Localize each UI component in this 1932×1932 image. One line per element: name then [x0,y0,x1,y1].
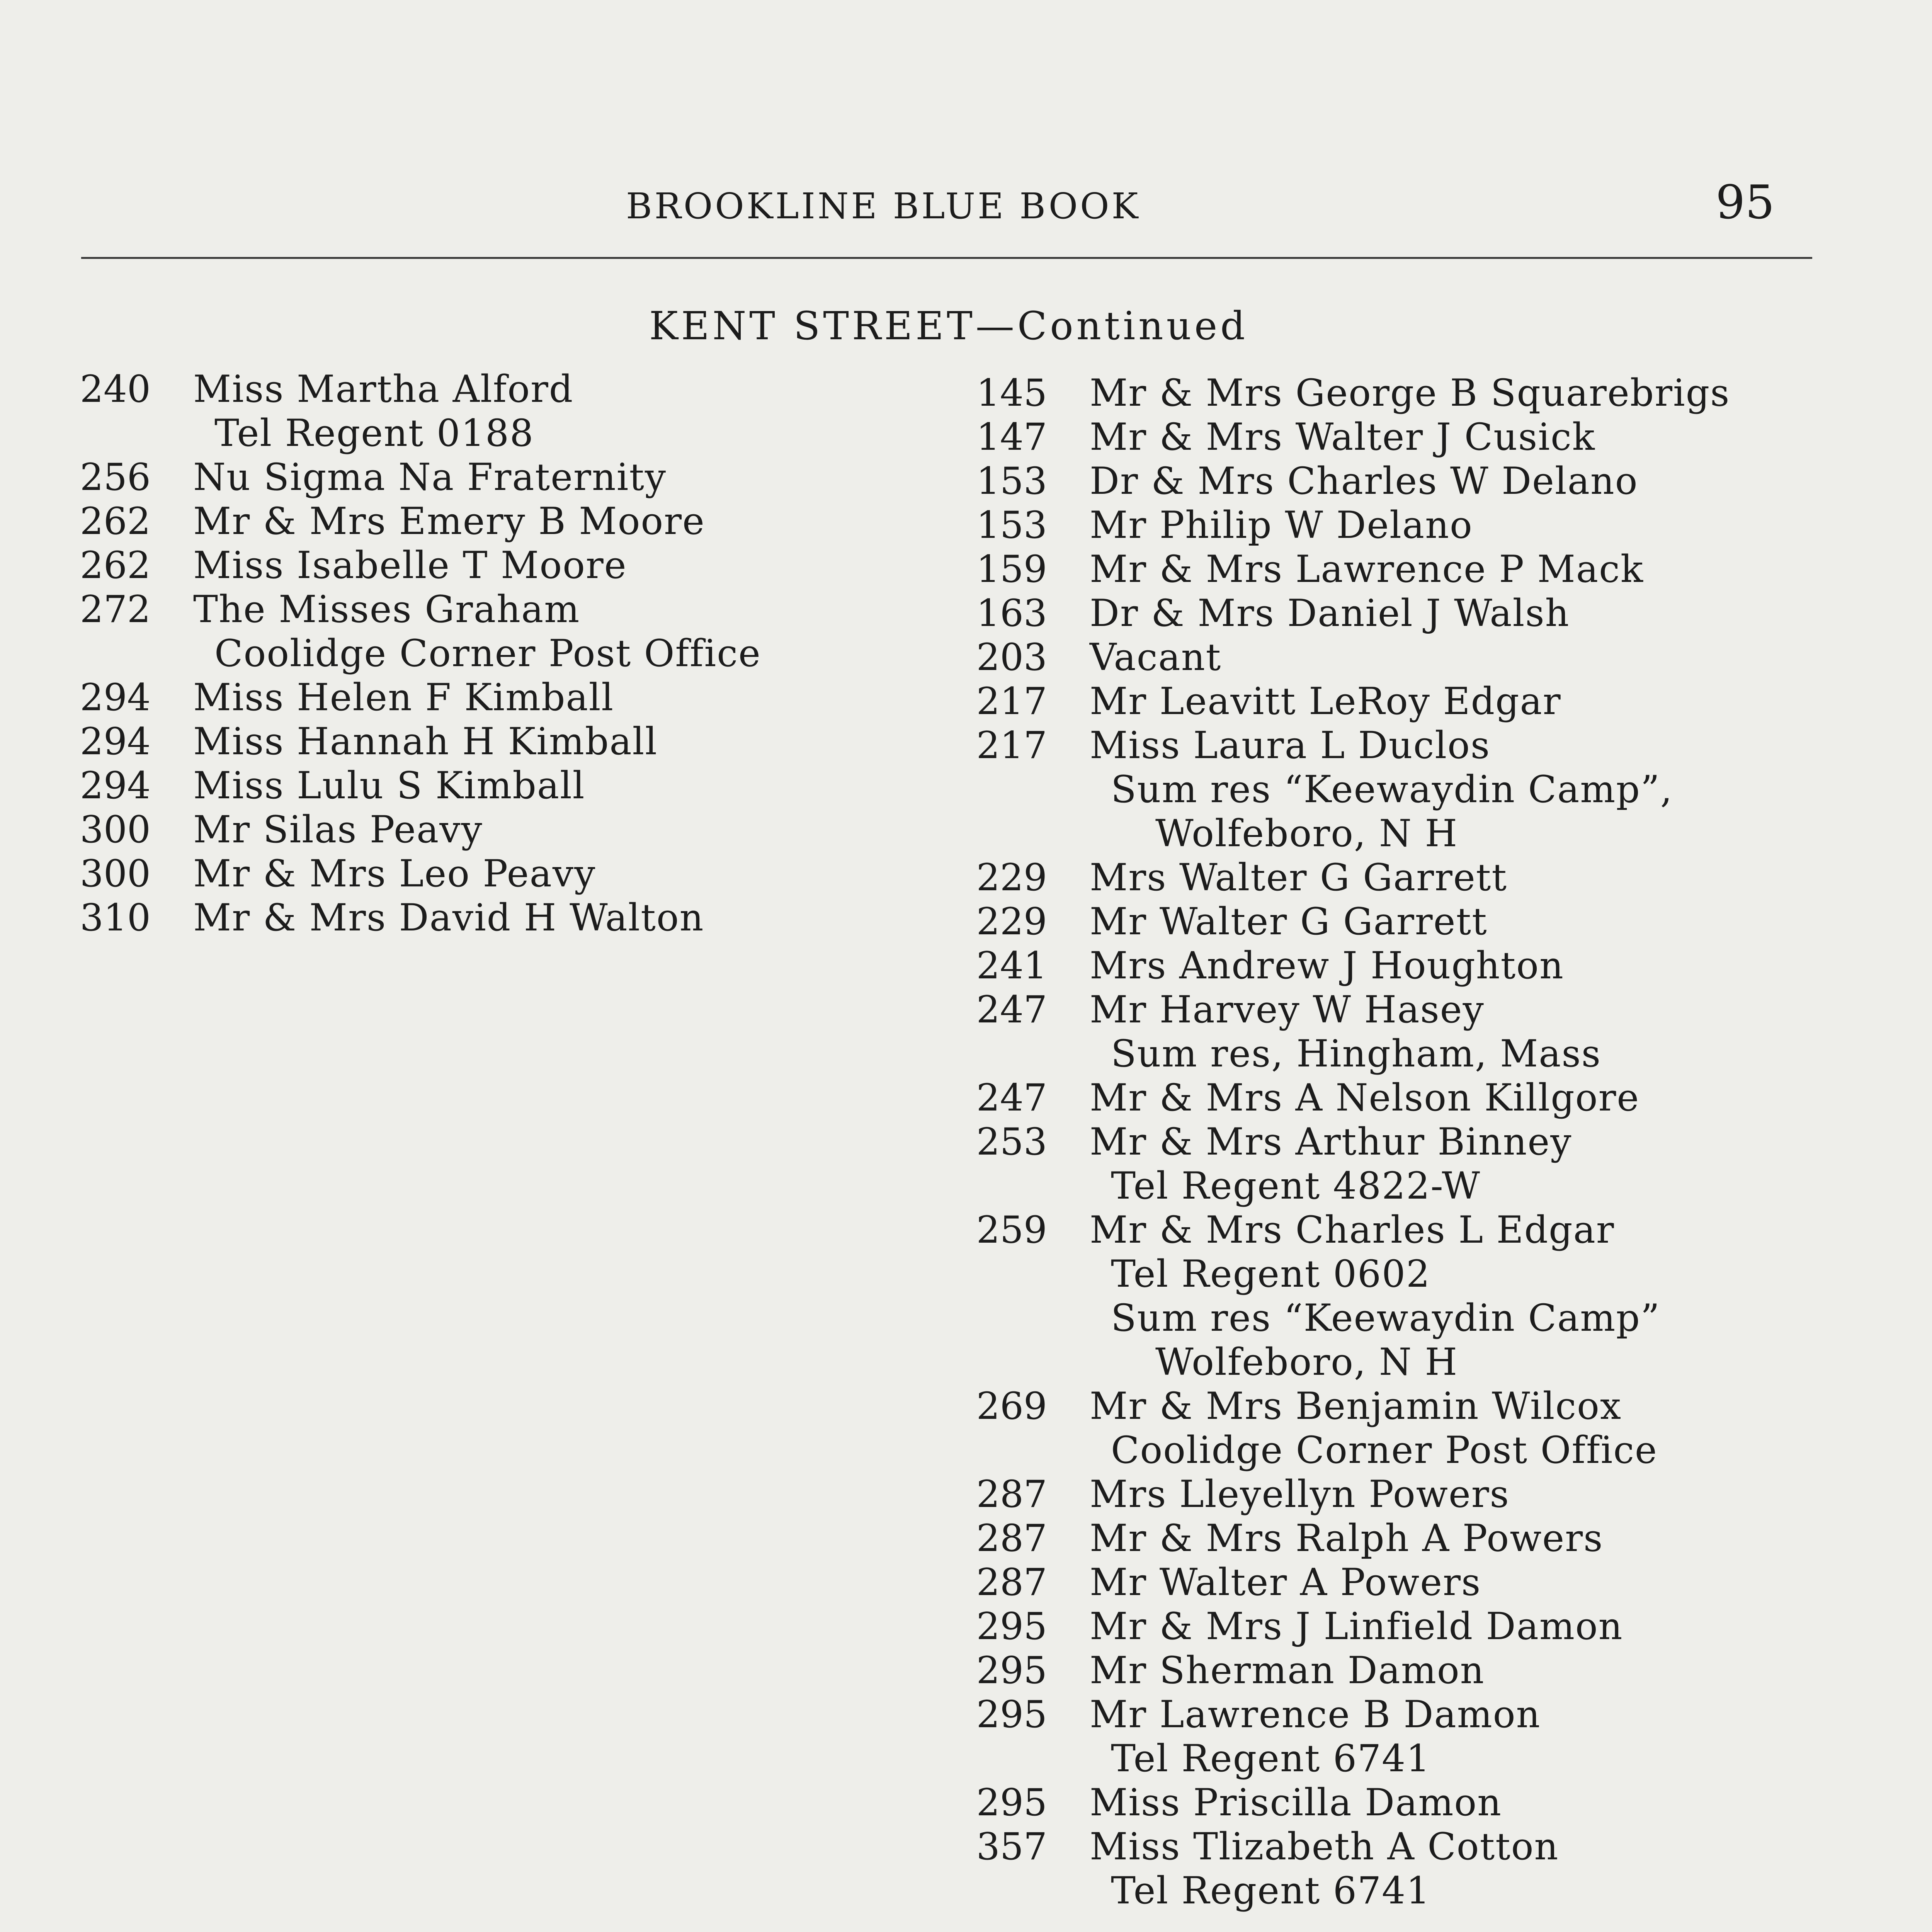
directory-entry [966,1252,1913,1296]
directory-entry [66,852,916,896]
directory-entry [966,1208,1913,1252]
directory-entry [966,811,1913,855]
directory-entry [966,679,1913,723]
house-number: 310 [80,896,151,939]
directory-entry [966,1781,1913,1825]
header-rule [81,257,1812,259]
resident-name: Dr & Mrs Daniel J Walsh [1090,592,1570,635]
resident-name: Mr & Mrs A Nelson Killgore [1090,1076,1640,1119]
directory-entry [966,988,1913,1032]
directory-entry [66,896,916,940]
resident-name: Miss Tlizabeth A Cotton [1090,1825,1559,1868]
resident-name: Mr Sherman Damon [1090,1649,1485,1692]
directory-entry [966,855,1913,900]
directory-entry [966,1164,1913,1208]
directory-entry [66,455,916,499]
directory-entry [66,808,916,852]
entry-detail: Tel Regent 0602 [1111,1252,1431,1296]
entry-detail: Tel Regent 6741 [1111,1737,1431,1780]
directory-entry [966,1428,1913,1472]
resident-name: Miss Isabelle T Moore [193,544,627,587]
house-number: 240 [80,367,151,411]
resident-name: Mr & Mrs Walter J Cusick [1090,415,1595,459]
directory-entry [966,415,1913,459]
house-number: 294 [80,720,151,763]
resident-name: Mr & Mrs David H Walton [193,896,704,939]
house-number: 145 [976,371,1047,415]
house-number: 153 [976,503,1047,547]
resident-name: Miss Laura L Duclos [1090,724,1491,767]
resident-name: Mr & Mrs Benjamin Wilcox [1090,1384,1622,1428]
house-number: 159 [976,548,1047,591]
house-number: 247 [976,988,1047,1031]
directory-entry [66,367,916,411]
house-number: 262 [80,500,151,543]
house-number: 259 [976,1208,1047,1252]
house-number: 295 [976,1693,1047,1736]
resident-name: Mr Philip W Delano [1090,503,1473,547]
resident-name: Mr & Mrs George B Squarebrigs [1090,371,1730,415]
entry-detail: Sum res “Keewaydin Camp”, [1111,768,1673,811]
house-number: 294 [80,676,151,719]
directory-entry [966,1869,1913,1913]
running-header-title: BROOKLINE BLUE BOOK [626,185,1141,227]
house-number: 163 [976,592,1047,635]
house-number: 300 [80,808,151,851]
directory-entry [966,635,1913,679]
directory-entry [966,1340,1913,1384]
directory-entry [966,591,1913,635]
resident-name: Mrs Lleyellyn Powers [1090,1473,1510,1516]
resident-name: Vacant [1090,636,1222,679]
resident-name: Miss Hannah H Kimball [193,720,658,763]
page-number: 95 [1716,176,1775,230]
entry-detail: Sum res “Keewaydin Camp” [1111,1296,1660,1340]
directory-entry [966,1032,1913,1076]
house-number: 295 [976,1649,1047,1692]
directory-entry [66,719,916,764]
resident-name: Mr & Mrs Leo Peavy [193,852,596,895]
kent-street-right-column [966,371,1913,1913]
directory-entry [66,764,916,808]
house-number: 229 [976,900,1047,943]
directory-entry [966,503,1913,547]
house-number: 295 [976,1781,1047,1824]
directory-entry [66,675,916,719]
house-number: 247 [976,1076,1047,1119]
resident-name: Miss Priscilla Damon [1090,1781,1502,1824]
house-number: 241 [976,944,1047,987]
directory-entry [66,499,916,543]
directory-entry [966,459,1913,503]
house-number: 147 [976,415,1047,459]
entry-detail: Coolidge Corner Post Office [214,632,761,675]
entry-detail: Tel Regent 0188 [214,412,534,455]
resident-name: Mr & Mrs J Linfield Damon [1090,1605,1623,1648]
house-number: 229 [976,856,1047,899]
directory-entry [966,1076,1913,1120]
directory-entry [966,1120,1913,1164]
entry-detail: Wolfeboro, N H [1155,1340,1458,1384]
resident-name: Mr Silas Peavy [193,808,483,851]
directory-entry [966,1560,1913,1604]
entry-detail: Coolidge Corner Post Office [1111,1429,1658,1472]
directory-entry [966,1736,1913,1781]
directory-entry [966,1825,1913,1869]
entry-detail: Tel Regent 4822-W [1111,1164,1481,1208]
directory-entry [966,1472,1913,1516]
house-number: 256 [80,456,151,499]
entry-detail: Sum res, Hingham, Mass [1111,1032,1602,1075]
resident-name: Mr & Mrs Arthur Binney [1090,1120,1572,1163]
house-number: 287 [976,1561,1047,1604]
resident-name: Miss Martha Alford [193,367,574,411]
house-number: 287 [976,1517,1047,1560]
resident-name: The Misses Graham [193,588,580,631]
house-number: 253 [976,1120,1047,1163]
directory-entry [66,411,916,455]
directory-entry [966,1384,1913,1428]
resident-name: Mrs Andrew J Houghton [1090,944,1564,987]
resident-name: Mr Walter G Garrett [1090,900,1488,943]
house-number: 203 [976,636,1047,679]
directory-entry [966,767,1913,811]
resident-name: Nu Sigma Na Fraternity [193,456,667,499]
resident-name: Mr & Mrs Lawrence P Mack [1090,548,1644,591]
resident-name: Mr Walter A Powers [1090,1561,1481,1604]
house-number: 357 [976,1825,1047,1868]
resident-name: Dr & Mrs Charles W Delano [1090,459,1638,503]
directory-entry [66,587,916,631]
house-number: 300 [80,852,151,895]
house-number: 294 [80,764,151,807]
directory-entry [966,900,1913,944]
house-number: 295 [976,1605,1047,1648]
resident-name: Mr Lawrence B Damon [1090,1693,1541,1736]
house-number: 269 [976,1384,1047,1428]
resident-name: Mr & Mrs Emery B Moore [193,500,705,543]
resident-name: Mr & Mrs Charles L Edgar [1090,1208,1615,1252]
house-number: 217 [976,724,1047,767]
directory-entry [966,944,1913,988]
resident-name: Mr Harvey W Hasey [1090,988,1485,1031]
directory-entry [966,1692,1913,1736]
resident-name: Mr Leavitt LeRoy Edgar [1090,680,1561,723]
house-number: 287 [976,1473,1047,1516]
house-number: 272 [80,588,151,631]
directory-entry [966,1516,1913,1560]
kent-street-left-column [66,367,916,940]
directory-entry [966,1648,1913,1692]
house-number: 262 [80,544,151,587]
directory-entry [66,631,916,675]
resident-name: Miss Helen F Kimball [193,676,614,719]
directory-entry [966,371,1913,415]
directory-entry [966,723,1913,767]
directory-entry [66,543,916,587]
entry-detail: Tel Regent 6741 [1111,1869,1431,1912]
resident-name: Mr & Mrs Ralph A Powers [1090,1517,1604,1560]
directory-entry [966,547,1913,591]
directory-entry [966,1296,1913,1340]
entry-detail: Wolfeboro, N H [1155,812,1458,855]
resident-name: Mrs Walter G Garrett [1090,856,1507,899]
directory-entry [966,1604,1913,1648]
resident-name: Miss Lulu S Kimball [193,764,585,807]
house-number: 217 [976,680,1047,723]
house-number: 153 [976,459,1047,503]
section-title-kent-street: KENT STREET—Continued [649,303,1248,349]
